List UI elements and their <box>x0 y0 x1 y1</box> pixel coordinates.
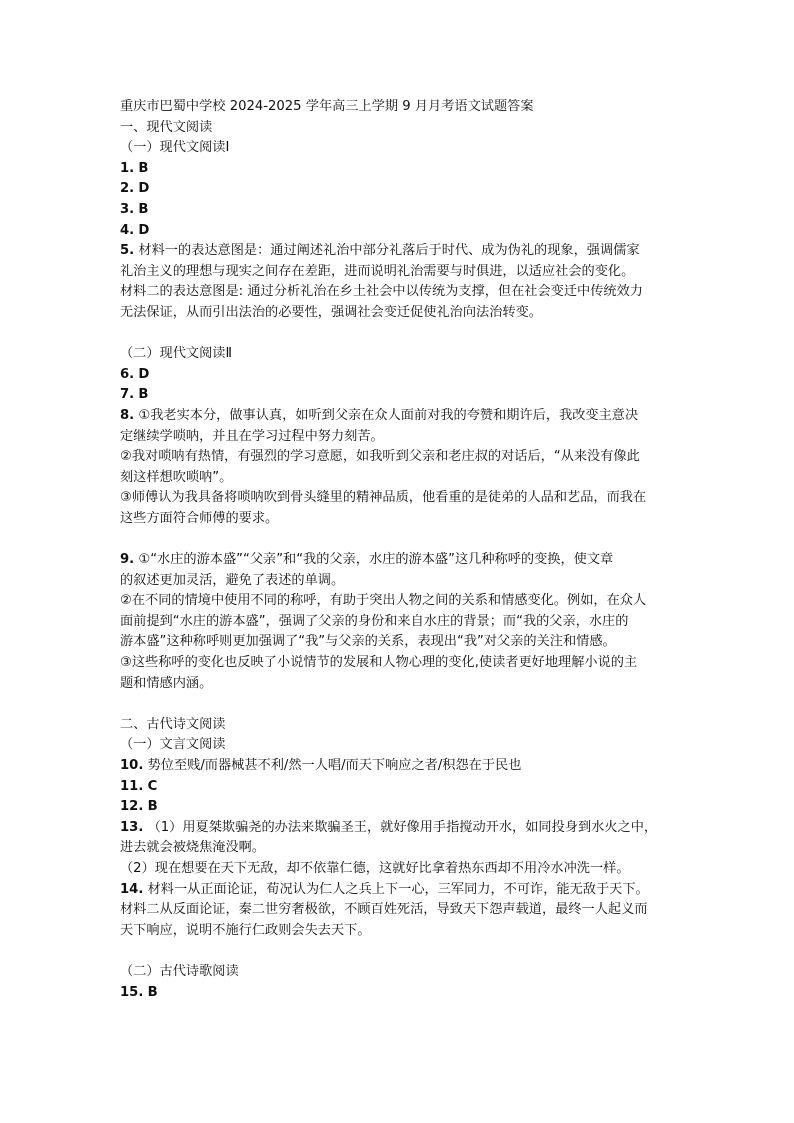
answer-q9-line: 9. ①“水庄的游本盛”“父亲”和“我的父亲，水庄的游本盛”这几种称呼的变换，使文章 <box>120 552 614 568</box>
answer-item: 15. B <box>120 984 158 1000</box>
part-heading-classical-poetry: （二）古代诗歌阅读 <box>120 963 239 979</box>
answer-q9-line: 游本盛”这种称呼则更加强调了“我”与父亲的关系，表现出“我”对父亲的关注和情感。 <box>120 634 616 650</box>
answer-q8-line: ②我对唢呐有热情，有强烈的学习意愿，如我听到父亲和老庄叔的对话后，“从来没有像此 <box>120 449 640 465</box>
answer-q5-line: 材料二的表达意图是: 通过分析礼治在乡土社会中以传统为支撑，但在社会变迁中传统效力 <box>120 284 643 300</box>
part-heading-modern-reading-2: （二）现代文阅读Ⅱ <box>120 346 232 362</box>
answer-q8-line: 这些方面符合师傅的要求。 <box>120 510 279 526</box>
section-heading-modern-reading: 一、现代文阅读 <box>120 119 213 135</box>
blank-line <box>120 941 680 962</box>
part-heading-classical-prose: （一）文言文阅读 <box>120 737 226 753</box>
answer-item: 3. B <box>120 201 149 217</box>
answer-item: 1. B <box>120 160 149 176</box>
answer-q5-line: 无法保证，从而引出法治的必要性，强调社会变迁促使礼治向法治转变。 <box>120 304 542 320</box>
answer-q13-line: 13. （1）用夏桀欺骗尧的办法来欺骗圣王，就好像用手指搅动开水，如同投身到水火之中， <box>120 819 658 835</box>
answer-q13-line: （2）现在想要在天下无敌，却不依靠仁德，这就好比拿着热东西却不用冷水冲洗一样。 <box>120 860 630 876</box>
blank-line <box>120 694 680 715</box>
section-heading-classical-reading: 二、古代诗文阅读 <box>120 716 226 732</box>
answer-item: 12. B <box>120 799 158 815</box>
blank-line <box>120 529 680 550</box>
answer-q14-line: 材料二从反面论证，秦二世穷奢极欲，不顾百姓死活，导致天下怨声载道，最终一人起义而 <box>120 902 648 918</box>
answer-q9-line: 的叙述更加灵活，避免了表述的单调。 <box>120 572 345 588</box>
part-heading-modern-reading-1: （一）现代文阅读Ⅰ <box>120 140 230 156</box>
answer-document <box>120 97 680 1003</box>
answer-q14-line: 天下响应，说明不施行仁政则会失去天下。 <box>120 922 371 938</box>
document-title: 重庆市巴蜀中学校 2024-2025 学年高三上学期 9 月月考语文试题答案 <box>120 99 534 114</box>
answer-q8-line: ③师傅认为我具备将唢呐吹到骨头缝里的精神品质，他看重的是徒弟的人品和艺品，而我在 <box>120 490 647 506</box>
answer-q9-line: ②在不同的情境中使用不同的称呼，有助于突出人物之间的关系和情感变化。例如，在众人 <box>120 593 647 609</box>
answer-q9-line: 面前提到“水庄的游本盛”，强调了父亲的身份和来自水庄的背景；而“我的父亲，水庄的 <box>120 613 629 629</box>
answer-q8-line: 8. ①我老实本分，做事认真，如听到父亲在众人面前对我的夸赞和期许后，我改变主意决 <box>120 407 639 423</box>
answer-q5-line: 5. 材料一的表达意图是：通过阐述礼治中部分礼落后于时代、成为伪礼的现象，强调儒家 <box>120 243 640 259</box>
answer-q10: 10. 势位至贱/而器械甚不利/然一人唱/而天下响应之者/积怨在于民也 <box>120 758 522 773</box>
blank-line <box>120 324 680 345</box>
answer-q13-line: 进去就会被烧焦淹没啊。 <box>120 840 266 856</box>
answer-q8-line: 定继续学唢呐，并且在学习过程中努力刻苦。 <box>120 428 384 444</box>
answer-q8-line: 刻这样想吹唢呐”。 <box>120 469 233 485</box>
answer-item: 2. D <box>120 181 150 197</box>
answer-q14-line: 14. 材料一从正面论证，荀况认为仁人之兵上下一心，三军同力，不可诈，能无敌于天下。 <box>120 881 649 897</box>
answer-item: 11. C <box>120 778 158 794</box>
answer-q9-line: ③这些称呼的变化也反映了小说情节的发展和人物心理的变化,使读者更好地理解小说的主 <box>120 655 638 671</box>
answer-item: 7. B <box>120 387 149 403</box>
answer-q9-line: 题和情感内涵。 <box>120 675 213 691</box>
answer-item: 6. D <box>120 366 150 382</box>
answer-item: 4. D <box>120 222 150 238</box>
answer-q5-line: 礼治主义的理想与现实之间存在差距，进而说明礼治需要与时俱进，以适应社会的变化。 <box>120 263 635 279</box>
